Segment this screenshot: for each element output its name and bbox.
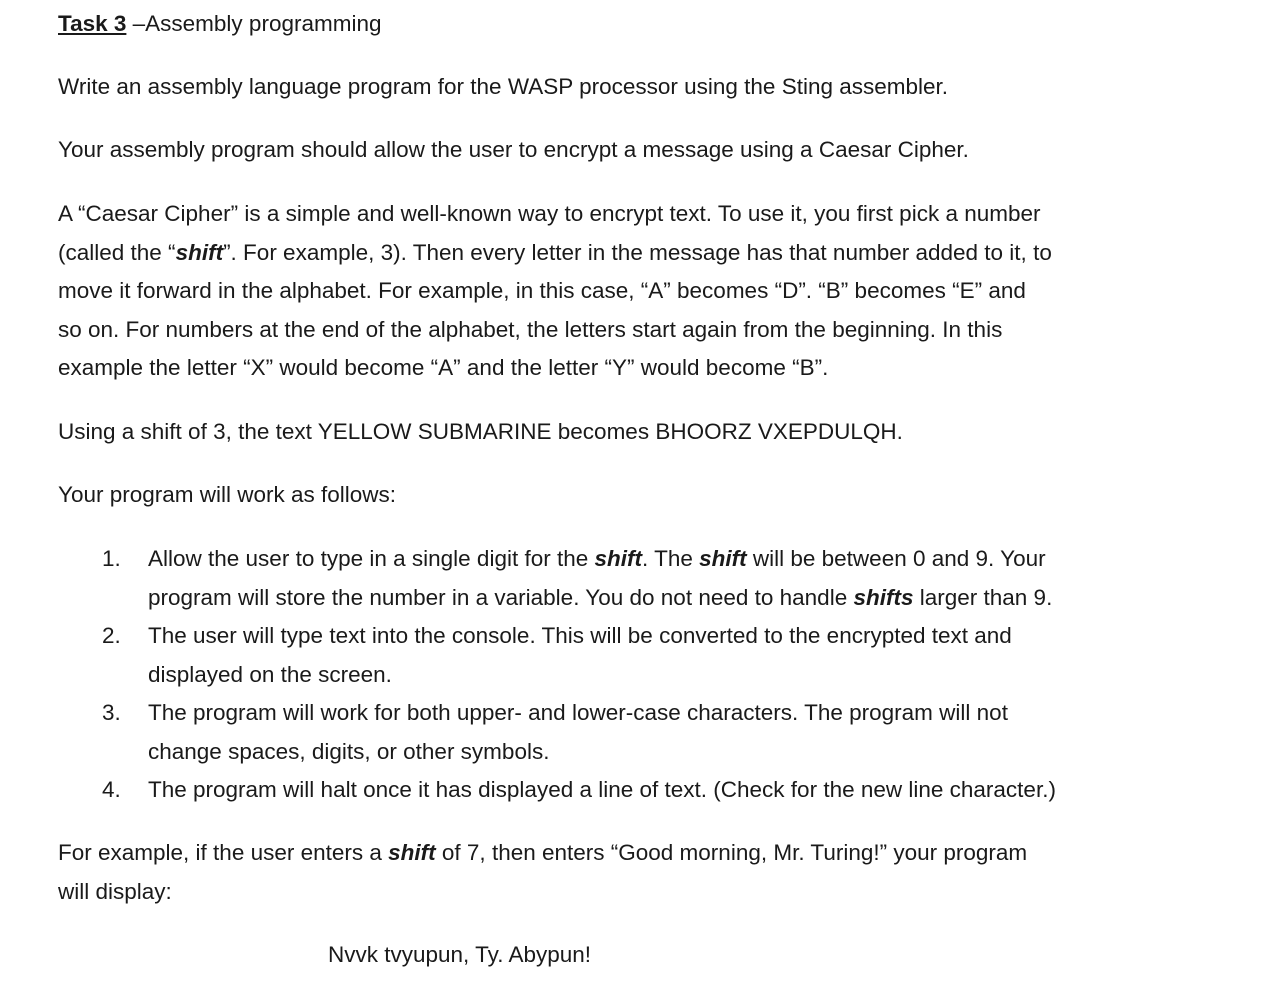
- intro-paragraph-2: Your assembly program should allow the user to encrypt a message using a Caesar Cipher.: [58, 137, 969, 162]
- task-heading: [58, 5, 381, 44]
- task-title-text: –Assembly programming: [126, 11, 382, 36]
- step-body: [148, 540, 1052, 617]
- shift-term: shift: [594, 546, 642, 571]
- program-steps-intro: Your program will work as follows:: [58, 482, 397, 507]
- step-number: 4.: [102, 777, 121, 802]
- shift-example-paragraph: Using a shift of 3, the text YELLOW SUBMARINE becomes BHOORZ VXEPDULQH.: [58, 419, 903, 444]
- step-2-line-1: The user will type text into the console. This will be converted to the encrypted text and: [148, 623, 1012, 648]
- step-3-line-1: The program will work for both upper- and lower-case characters. The program will not: [148, 700, 1008, 725]
- shifts-term: shifts: [853, 584, 914, 610]
- caesar-line-2-a: (called the “: [58, 239, 176, 265]
- step-3-line-2: change spaces, digits, or other symbols.: [148, 738, 550, 764]
- step-number: 2.: [102, 623, 121, 648]
- caesar-line-4: so on. For numbers at the end of the alphabet, the letters start again from the beginning. In this: [58, 316, 1003, 342]
- step-body: [148, 771, 1056, 810]
- caesar-line-1: A “Caesar Cipher” is a simple and well-known way to encrypt text. To use it, you first pick a number: [58, 201, 1041, 226]
- caesar-line-2-c: ”. For example, 3). Then every letter in the message has that number added to it, to: [223, 239, 1052, 265]
- example-run-text-a: For example, if the user enters a: [58, 840, 389, 865]
- step-1-text-e: will be between 0 and 9. Your: [746, 546, 1046, 571]
- step-2-line-2: displayed on the screen.: [148, 661, 392, 687]
- encrypted-output-example: Nvvk tvyupun, Ty. Abypun!: [328, 942, 592, 967]
- step-body: [148, 617, 1012, 694]
- step-1-line-1: [148, 540, 1052, 579]
- shift-term: shift: [388, 840, 436, 865]
- step-1-text-a: Allow the user to type in a single digit for the: [148, 546, 595, 571]
- step-4-line-1: The program will halt once it has displayed a line of text. (Check for the new line character.): [148, 777, 1056, 802]
- shift-term: shift: [699, 546, 747, 571]
- task-label: Task 3: [58, 11, 127, 36]
- intro-paragraph-1: Write an assembly language program for the WASP processor using the Sting assembler.: [58, 74, 949, 99]
- step-1-text-g: larger than 9.: [913, 584, 1053, 610]
- step-number: 3.: [102, 700, 121, 725]
- step-1-text-c: . The: [642, 546, 700, 571]
- step-1-line-2: [148, 579, 1052, 618]
- example-run-line-1: [58, 834, 1027, 873]
- example-run-line-2: will display:: [58, 878, 172, 904]
- caesar-line-2: [58, 234, 1052, 273]
- example-run-paragraph: [58, 834, 1027, 911]
- shift-term: shift: [175, 239, 224, 265]
- step-body: [148, 694, 1008, 771]
- caesar-explanation-paragraph: [58, 195, 1052, 388]
- caesar-line-5: example the letter “X” would become “A” and the letter “Y” would become “B”.: [58, 355, 829, 380]
- step-number: 1.: [102, 546, 121, 571]
- caesar-line-3: move it forward in the alphabet. For example, in this case, “A” becomes “D”. “B” becomes “E” and: [58, 278, 1026, 303]
- step-1-text-f: program will store the number in a variable. You do not need to handle: [148, 584, 854, 610]
- example-run-text-c: of 7, then enters “Good morning, Mr. Turing!” your program: [435, 840, 1028, 865]
